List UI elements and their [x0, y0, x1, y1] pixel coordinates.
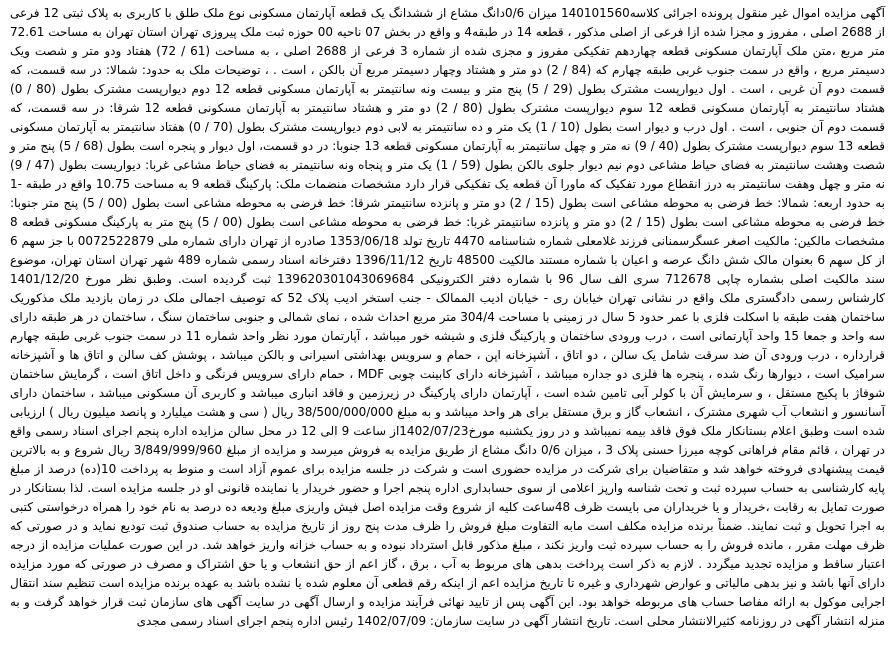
auction-notice-text: آگهی مزایده اموال غیر منقول پرونده اجرائی کلاسه140101560 میزان 0/6دانگ مشاع از ششدانگ یک قطعه آپارتمان مسکونی نوع ملک طلق با کاربری به پلاک ثبتی 12 فرعی از 2688 اصلی ، مفروز و مجزا شده ازا فرعی از اصلی مذکور ، قطعه 14 در طبقه4 و واقع در بخش 07 ناحیه 00 حوزه ثبت ملک پیروزی تهران استان تهران به مساحت 72.61 متر مربع ،متن ملک آپارتمان مسکونی قطعه چهاردهم تفکیکی مفروز و مجزی شده از شماره 3 فرعی از 2688 اصلی ، به مساحت (61 / 72) هفتاد ودو متر و شصت ویک دسیمتر مربع ، واقع در سمت جنوب غربی طبقه چهارم که (84 / 2) دو متر و هشتاد وچهار دسیمتر مربع آن بالکن ، است . ، توضیحات ملک به حدود: شمالا: در سه قسمت، که قسمت دوم آن غربی ، است . اول دیوارپست مشترک بطول (29 / 5) پنج متر و بیست ونه سانتیمتر به آپارتمان مسکونی قطعه 12 دوم دیوارپست مشترک بطول (80 / 0) هشتاد سانتیمتر به آپارتمان مسکونی قطعه 12 سوم دیوارپست مشترک بطول (80 / 2) دو متر و هشتاد سانتیمتر به آپارتمان مسکونی قطعه 12 شرقا: در سه قسمت، که قسمت دوم آن جنوبی ، است . اول درب و دیوار است بطول (10 / 1) یک متر و ده سانتیمتر به لابی دوم دیوارپست مشترک بطول (70 / 0) هفتاد سانتیمتر به آپارتمان مسکونی قطعه 13 سوم دیوارپست مشترک بطول (40 / 9) نه متر و چهل سانتیمتر به آپارتمان مسکونی قطعه 13 جنوبا: در دو قسمت، اول دیوار و پنجره است بطول (68 / 5) پنج متر و شصت وهشت سانتیمتر به فضای حیاط مشاعی دوم نیم دیوار جلوی بالکن بطول (59 / 1) یک متر و پنجاه ونه سانتیمتر به فضای حیاط مشاعی غربا: دیواریست بطول (47 / 9) نه متر و چهل وهفت سانتیمتر به درز انقطاع مورد تفکیک که ماورا آن قطعه یک تفکیکی قرار دارد مشخصات منضمات ملک: پارکینگ قطعه 9 به مساحت 10.75 واقع در طبقه -1 به حدود اربعه: شمالا: خط فرضی به محوطه مشاعی است بطول (15 / 2) دو متر و پانزده سانتیمتر شرقا: خط فرضی به محوطه مشاعی است بطول (00 / 5) پنج متر جنوبا: خط فرضی به محوطه مشاعی است بطول (15 / 2) دو متر و پانزده سانتیمتر غربا: خط فرضی به محوطه مشاعی است بطول (00 / 5) پنج متر به پارکینگ مسکونی قطعه 8 مشخصات مالکین: مالکیت اصغر عسگرسمنانی فرزند غلامعلی شماره شناسنامه 4470 تاریخ تولد 1353/06/18 صادره از تهران دارای شماره ملی 0072522879 با جز سهم 6 از کل سهم 6 بعنوان مالک شش دانگ عرصه و اعیان با شماره مستند مالکیت 48500 تاریخ 1396/11/12 دفترخانه اسناد رسمی شماره 489 شهر تهران استان تهران، موضوع سند مالکیت اصلی بشماره چاپی 712678 سری الف سال 96 با شماره دفتر الکترونیکی 139620301043069684 ثبت گردیده است. وطبق نظر مورخ 1401/12/20 کارشناس رسمی دادگستری ملک واقع در نشانی تهران خیابان ری - خیابان ادیب الممالک - جنب استخر ادیب پلاک 52 که توصیف اجمالی ملک در زمان بازدید ملک مذکوریک ساختمان هفت طبقه با اسکلت فلزی با عمر حدود 5 سال در زمینی با مساحت 304/4 متر مربع احداث شده ، نمای شمالی و جنوبی ساختمان سنگ ، ساختمان در هر طبقه دارای سه واحد و جمعا 15 واحد آپارتمانی است ، درب ورودی ساختمان و پارکینگ فلزی و شیشه خور میباشد ، آپارتمان مورد نظر واحد شماره 11 در سمت جنوب غربی طبقه چهارم قرارداره ، درب ورودی آن ضد سرقت شامل یک سالن ، دو اتاق ، آشپزخانه اپن ، حمام و سرویس بهداشتی اسیرانی و بالکن میباشد ، پوشش کف سالن و اتاق ها و آشپزخانه سرامیک است ، دیوارها رنگ شده ، پنجره ها فلزی دو جداره میباشد ، آشپزخانه دارای کابینت چوبی MDF ، حمام دارای سرویس فرنگی و داخل اتاق است ، گرمایش ساختمان شوفاژ با پکیج مستقل ، و سرمایش آن با کولر آبی تامین شده است ، آپارتمان دارای پارکینگ در زیرزمین و فاقد انباری میباشد و کاربری آن مسکونی میباشد ، ساختمان دارای آسانسور و انشعاب آب شهری مشترک ، انشعاب گاز و برق مستقل برای هر واحد میباشد و به مبلغ 38/500/000/000 ریال ( سی و هشت میلیارد و پانصد میلیون ریال ) ارزیابی شده است وطبق اعلام بستانکار ملک فوق فاقد بیمه نمیباشد و در روز یکشنبه مورخ1402/07/23از ساعت 9 الی 12 در محل سالن مزایده اداره پنجم اجرای اسناد رسمی واقع در تهران ، قائم مقام فراهانی کوچه میرزا حسنی پلاک 3 ، میزان 0/6 دانگ مشاع از طریق مزایده به فروش میرسد و مزایده از مبلغ 3/849/999/960 ریال شروع و به بالاترین قیمت پیشنهادی فروخته خواهد شد و متقاضیان برای شرکت در مزایده حضوری است و شرکت در جلسه مزایده برای عموم آزاد است و منوط به پرداخت 10(ده) درصد از مبلغ پایه کارشناسی به حساب سپرده ثبت و تحت شناسه وارپز اعلامی از سوی حسابداری اداره پنجم اجرا و حضور خریدار یا نماینده قانونی او در جلسه مزایده است. لذا بستانکار در صورت تمایل به رقابت ،خریدار و یا خریداران می بایست ظرف 48ساعت کلیه از شروع وقت مزایده اصل فیش واریزی مبلغ ودیعه ده درصد به نام خود را همراه درخواستی کتبی به اجرا تحویل و ثبت نمایند. ضمناً برنده مزایده مکلف است مابه التفاوت مبلغ فروش را ظرف مدت پنج روز از تاریخ مزایده به حساب صندوق ثبت تودیع نماید و در صورتی که ظرف مهلت مقرر ، مانده فروش را به حساب سپرده ثبت واریز نکند ، مبلغ مذکور قابل استرداد نبوده و به حساب خزانه واریز خواهد شد. در این صورت عملیات مزایده از درجه اعتبار ساقط و مزایده تجدید میگردد . لازم به ذکر است پرداخت بدهی های مربوط به آب ، برق ، گاز اعم از حق انشعاب و یا حق اشتراک و مصرف در صورتی که مورد مزایده دارای آنها باشد و نیز بدهی مالیاتی و عوارض شهرداری و غیره تا تاریخ مزایده اعم از اینکه رقم قطعی آن معلوم شده یا نشده باشد به عهده برنده مزایده است تنظیم سند انتقال اجرایی موکول به ارائه مفاصا حساب های مربوطه خواهد بود. این آگهی پس از تایید نهائی فرآیند مزایده و ارسال آگهی در سایت آگهی های سازمان ثبت قرار خواهد گرفت و به منزله انتشار آگهی در روزنامه کثیرالانتشار محلی است. تاریخ انتشار آگهی در سایت سازمان: 1402/07/09 رئیس اداره پنجم اجرای اسناد رسمی مجدی: [10, 6, 886, 628]
